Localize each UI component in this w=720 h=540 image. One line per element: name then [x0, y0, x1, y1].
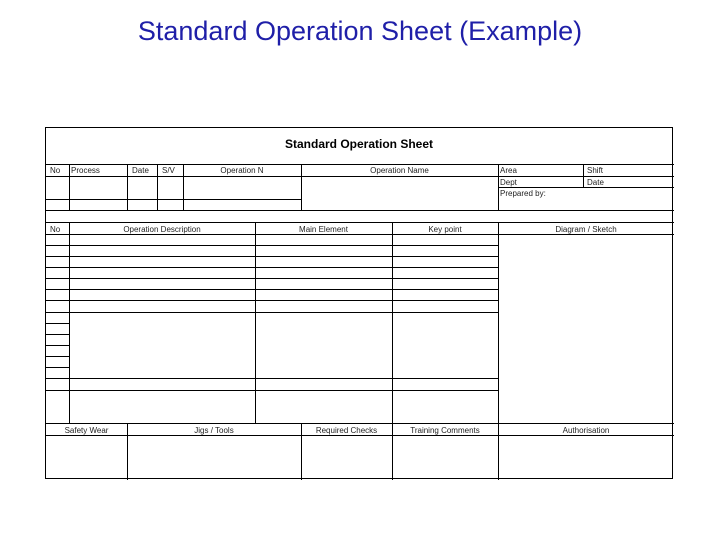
- header-divider: [127, 164, 128, 210]
- footer-rule: [46, 435, 674, 436]
- detail-row-rule: [46, 300, 498, 301]
- footer-required-checks-label: Required Checks: [315, 426, 378, 435]
- header-sv-label: S/V: [162, 166, 175, 175]
- detail-row-rule: [46, 312, 498, 313]
- sheet-title: Standard Operation Sheet: [284, 137, 434, 151]
- footer-training-comments-label: Training Comments: [410, 426, 480, 435]
- header-no-label: No: [50, 166, 61, 175]
- footer-safety-wear-label: Safety Wear: [64, 426, 109, 435]
- header-operation-name-label: Operation Name: [370, 166, 429, 175]
- detail-row-rule: [46, 245, 498, 246]
- header-rule: [46, 199, 302, 200]
- header-shift-label: Shift: [587, 166, 604, 175]
- detail-diagram-sketch-label: Diagram / Sketch: [555, 225, 617, 234]
- detail-operation-description-label: Operation Description: [123, 225, 201, 234]
- header-rule: [46, 176, 674, 177]
- footer-rule: [46, 423, 674, 424]
- detail-no-row-rule: [46, 367, 69, 368]
- header-rule: [46, 222, 674, 223]
- detail-divider: [69, 222, 70, 423]
- header-area-label: Area: [500, 166, 517, 175]
- detail-row-rule: [46, 390, 498, 391]
- detail-no-row-rule: [46, 345, 69, 346]
- detail-no-label: No: [50, 225, 61, 234]
- header-date2-label: Date: [587, 178, 604, 187]
- header-divider: [498, 164, 499, 210]
- header-rule: [46, 210, 674, 211]
- detail-no-row-rule: [46, 334, 69, 335]
- header-dept-label: Dept: [500, 178, 517, 187]
- header-divider: [583, 164, 584, 187]
- header-rule: [498, 187, 674, 188]
- operation-sheet-form: [45, 127, 673, 479]
- detail-row-rule: [46, 289, 498, 290]
- header-prepared-by-label: Prepared by:: [500, 189, 546, 198]
- detail-row-rule: [46, 278, 498, 279]
- header-date-label: Date: [132, 166, 149, 175]
- detail-main-element-label: Main Element: [299, 225, 348, 234]
- header-operation-no-label: Operation N: [220, 166, 264, 175]
- detail-row-rule: [46, 378, 498, 379]
- header-divider: [157, 164, 158, 210]
- header-rule: [46, 164, 674, 165]
- header-process-label: Process: [71, 166, 100, 175]
- slide-title: Standard Operation Sheet (Example): [137, 16, 583, 46]
- detail-no-row-rule: [46, 356, 69, 357]
- detail-divider: [392, 222, 393, 423]
- detail-no-row-rule: [46, 323, 69, 324]
- footer-authorisation-label: Authorisation: [562, 426, 610, 435]
- detail-header-rule: [46, 234, 674, 235]
- footer-jigs-tools-label: Jigs / Tools: [194, 426, 234, 435]
- detail-key-point-label: Key point: [428, 225, 462, 234]
- header-divider: [69, 164, 70, 210]
- detail-row-rule: [46, 267, 498, 268]
- detail-divider: [255, 222, 256, 423]
- detail-divider: [498, 222, 499, 423]
- detail-row-rule: [46, 256, 498, 257]
